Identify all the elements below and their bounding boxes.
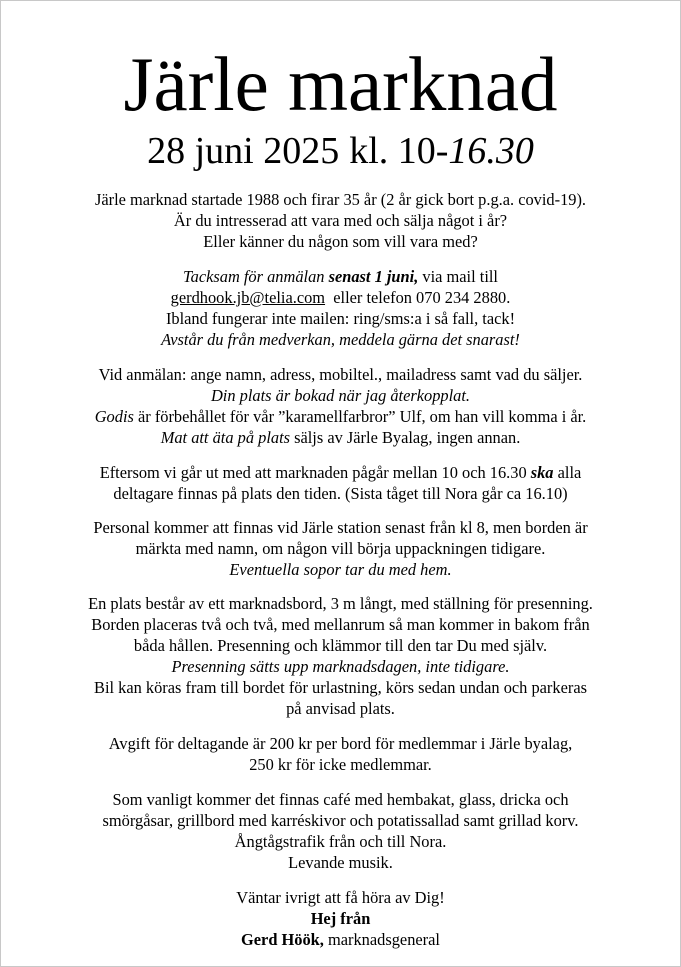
page-title: Järle marknad — [123, 41, 558, 127]
event-time-prefix: kl. 10- — [349, 130, 449, 172]
signature-name: Gerd Höök, — [241, 930, 324, 949]
text-line — [41, 266, 640, 287]
stall-paragraph — [41, 593, 640, 719]
text-segment: alla — [553, 463, 582, 482]
text-line: deltagare finnas på plats den tiden. (Sista tåget till Nora går ca 16.10) — [113, 484, 568, 503]
text-line — [41, 406, 640, 427]
text-line: Ibland fungerar inte mailen: ring/sms:a i så fall, tack! — [165, 309, 516, 328]
text-segment: Mat att äta på plats — [160, 428, 290, 447]
text-line: Väntar ivrigt att få höra av Dig! — [236, 888, 445, 907]
event-time-end: 16.30 — [448, 130, 534, 172]
text-segment: Tacksam för anmälan — [183, 267, 329, 286]
fee-paragraph — [41, 733, 640, 775]
text-line: Borden placeras två och två, med mellanrum så man kommer in bakom från — [91, 615, 590, 634]
activities-paragraph — [41, 789, 640, 873]
text-line: Järle marknad startade 1988 och firar 35 år (2 år gick bort p.g.a. covid-19). — [94, 190, 587, 209]
text-line: Eller känner du någon som vill vara med? — [203, 232, 478, 251]
text-segment: via mail till — [418, 267, 498, 286]
text-segment: Godis — [94, 407, 134, 426]
text-line: Avstår du från medverkan, meddela gärna det snarast! — [161, 330, 520, 349]
text-line: på anvisad plats. — [286, 699, 395, 718]
text-segment: är förbehållet för vår ”karamellfarbror” Ulf, om han vill komma i år. — [133, 407, 587, 426]
phone-text: eller telefon 070 234 2880. — [325, 288, 511, 307]
email-link[interactable]: gerdhook.jb@telia.com — [170, 288, 326, 307]
text-line — [41, 287, 640, 308]
text-line: Ångtågstrafik från och till Nora. — [234, 832, 447, 851]
text-line: Vid anmälan: ange namn, adress, mobiltel., mailadress samt vad du säljer. — [98, 365, 583, 384]
staff-paragraph — [41, 517, 640, 580]
document-content — [41, 39, 640, 950]
text-line: Personal kommer att finnas vid Järle station senast från kl 8, men borden är — [93, 518, 588, 537]
text-line: märkta med namn, om någon vill börja uppackningen tidigare. — [135, 539, 546, 558]
text-line: 250 kr för icke medlemmar. — [249, 755, 432, 774]
signup-info-paragraph — [41, 364, 640, 448]
text-line: Avgift för deltagande är 200 kr per bord för medlemmar i Järle byalag, — [108, 734, 573, 753]
text-segment: säljs av Järle Byalag, ingen annan. — [290, 428, 521, 447]
text-line — [41, 908, 640, 929]
text-segment: Eftersom vi går ut med att marknaden pågår mellan 10 och 16.30 — [99, 463, 531, 482]
text-line — [41, 462, 640, 483]
registration-paragraph — [41, 266, 640, 350]
deadline-text: senast 1 juni, — [328, 267, 419, 286]
text-line: Är du intresserad att vara med och sälja något i år? — [173, 211, 508, 230]
event-date: 28 juni 2025 — [147, 130, 340, 172]
text-line: smörgåsar, grillbord med karréskivor och potatissallad samt grillad korv. — [102, 811, 579, 830]
signature-line — [41, 929, 640, 950]
text-line: Levande musik. — [288, 853, 393, 872]
closing-paragraph — [41, 887, 640, 950]
text-line: En plats består av ett marknadsbord, 3 m långt, med ställning för presenning. — [88, 594, 593, 613]
text-line — [41, 427, 640, 448]
text-line: Presenning sätts upp marknadsdagen, inte tidigare. — [171, 657, 510, 676]
text-line: Eventuella sopor tar du med hem. — [229, 560, 452, 579]
signature-role: marknadsgeneral — [323, 930, 440, 949]
text-line: Som vanligt kommer det finnas café med hembakat, glass, dricka och — [112, 790, 569, 809]
text-line: Bil kan köras fram till bordet för urlastning, körs sedan undan och parkeras — [94, 678, 587, 697]
emphasis-text: ska — [530, 463, 554, 482]
event-date-time — [41, 129, 640, 173]
text-line: Din plats är bokad när jag återkopplat. — [210, 386, 471, 405]
text-line: båda hållen. Presenning och klämmor till den tar Du med själv. — [133, 636, 548, 655]
attendance-paragraph — [41, 462, 640, 504]
greeting-text: Hej från — [310, 909, 371, 928]
intro-paragraph — [41, 189, 640, 252]
